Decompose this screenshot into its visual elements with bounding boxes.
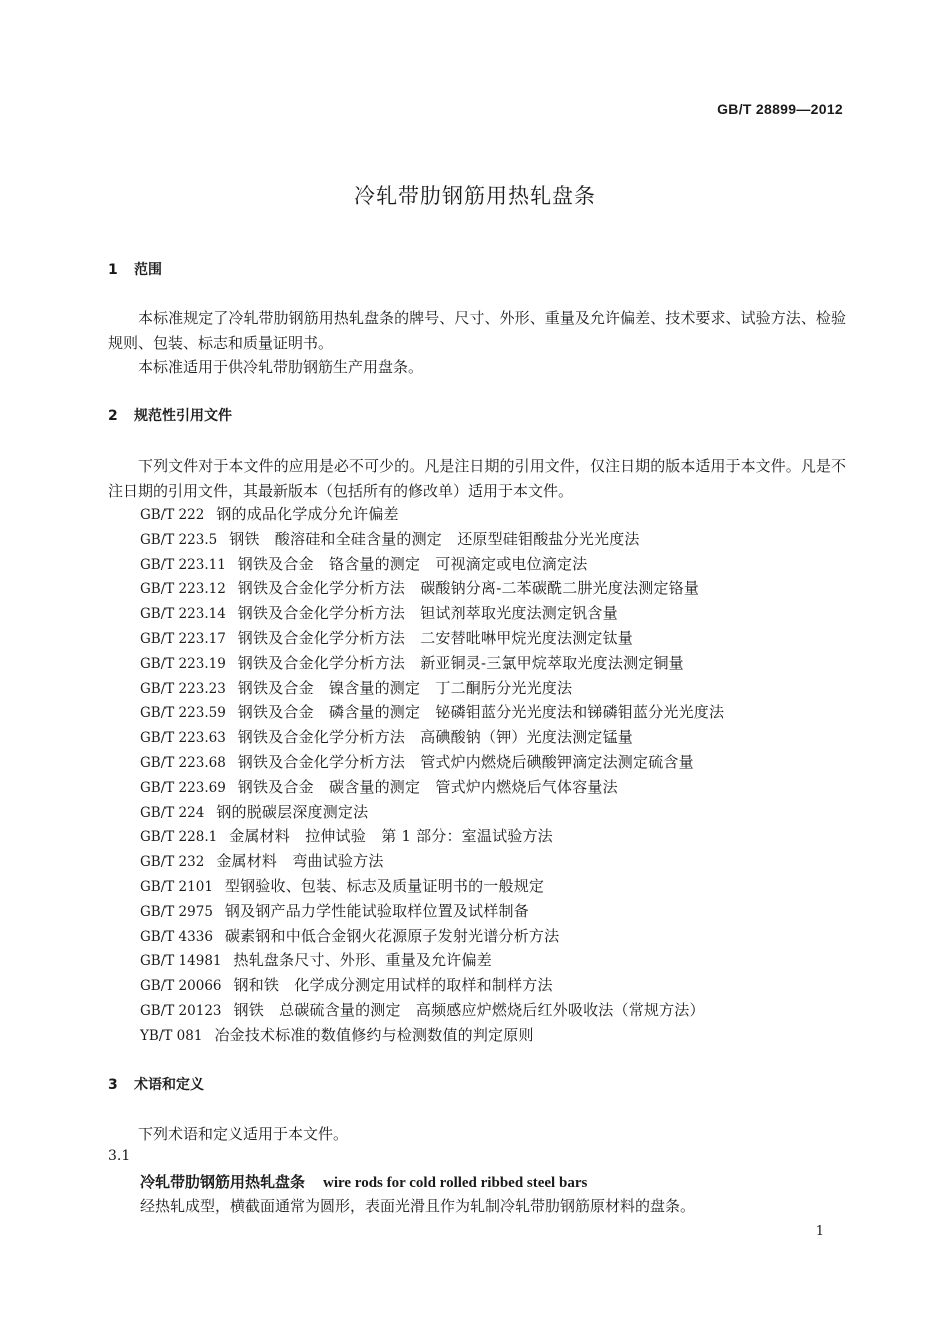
reference-item [140, 676, 724, 701]
term-english: wire rods for cold rolled ribbed steel bars [323, 1175, 588, 1191]
section-3-number: 3 [108, 1077, 118, 1093]
reference-title: 钢铁及合金 镍含量的测定 丁二酮肟分光光度法 [237, 678, 573, 697]
reference-code: GB/T 223.19 [140, 655, 226, 672]
standard-code: GB/T 28899—2012 [717, 101, 843, 117]
reference-code: GB/T 223.12 [140, 581, 226, 598]
reference-title: 钢铁及合金化学分析方法 管式炉内燃烧后碘酸钾滴定法测定硫含量 [237, 752, 694, 771]
term-definition: 经热轧成型，横截面通常为圆形，表面光滑且作为轧制冷轧带肋钢筋原材料的盘条。 [140, 1197, 696, 1215]
reference-code: GB/T 223.59 [140, 705, 226, 722]
reference-item [140, 750, 724, 775]
term-chinese: 冷轧带肋钢筋用热轧盘条 [140, 1173, 306, 1191]
reference-code: GB/T 223.63 [140, 730, 226, 747]
reference-item [140, 552, 724, 577]
term-entry [140, 1171, 587, 1192]
reference-code: GB/T 2975 [140, 903, 213, 920]
reference-item [140, 1023, 724, 1048]
section-2-number: 2 [108, 408, 118, 424]
reference-code: GB/T 223.11 [140, 556, 226, 573]
reference-title: 钢铁及合金 碳含量的测定 管式炉内燃烧后气体容量法 [237, 777, 618, 796]
section-1-paragraph-2: 本标准适用于供冷轧带肋钢筋生产用盘条。 [138, 358, 424, 376]
reference-title: 钢铁及合金化学分析方法 钽试剂萃取光度法测定钒含量 [237, 604, 618, 623]
reference-code: GB/T 223.68 [140, 754, 226, 771]
reference-item [140, 651, 724, 676]
reference-code: GB/T 20066 [140, 978, 222, 995]
reference-title: 钢铁及合金 磷含量的测定 铋磷钼蓝分光光度法和锑磷钼蓝分光光度法 [237, 703, 725, 722]
section-1-paragraph-1: 本标准规定了冷轧带肋钢筋用热轧盘条的牌号、尺寸、外形、重量及允许偏差、技术要求、试验方法、检验规则、包装、标志和质量证明书。 [108, 309, 846, 352]
reference-title: 钢铁及合金化学分析方法 高碘酸钠（钾）光度法测定锰量 [237, 728, 633, 747]
reference-item [140, 924, 724, 949]
reference-item [140, 874, 724, 899]
reference-item [140, 601, 724, 626]
reference-title: 碳素钢和中低合金钢火花源原子发射光谱分析方法 [224, 926, 560, 945]
reference-title: 钢铁及合金化学分析方法 碳酸钠分离-二苯碳酰二肼光度法测定铬量 [237, 579, 700, 598]
reference-title: 钢铁及合金化学分析方法 新亚铜灵-三氯甲烷萃取光度法测定铜量 [237, 653, 684, 672]
reference-code: GB/T 232 [140, 854, 205, 871]
section-1-number: 1 [108, 262, 118, 278]
normative-reference-list [140, 502, 724, 1048]
page-number: 1 [815, 1224, 824, 1239]
section-2-title: 规范性引用文件 [134, 408, 232, 424]
reference-title: 钢的成品化学成分允许偏差 [216, 505, 399, 523]
reference-code: GB/T 223.23 [140, 680, 226, 697]
reference-code: GB/T 20123 [140, 1002, 222, 1019]
reference-code: GB/T 223.5 [140, 531, 218, 548]
reference-item [140, 775, 724, 800]
reference-item [140, 700, 724, 725]
reference-title: 钢铁及合金 铬含量的测定 可视滴定或电位滴定法 [237, 554, 588, 573]
reference-title: 钢铁 总碳硫含量的测定 高频感应炉燃烧后红外吸收法（常规方法） [233, 1000, 705, 1019]
reference-title: 冶金技术标准的数值修约与检测数值的判定原则 [214, 1025, 534, 1044]
reference-title: 型钢验收、包装、标志及质量证明书的一般规定 [224, 876, 545, 895]
reference-code: GB/T 4336 [140, 928, 213, 945]
reference-item [140, 948, 724, 973]
reference-code: GB/T 228.1 [140, 829, 218, 846]
section-1-heading [108, 259, 162, 279]
reference-title: 钢的脱碳层深度测定法 [216, 802, 369, 821]
reference-item [140, 626, 724, 651]
reference-title: 热轧盘条尺寸、外形、重量及允许偏差 [233, 951, 492, 970]
section-3-heading [108, 1074, 204, 1094]
reference-code: GB/T 223.69 [140, 779, 226, 796]
section-1-title: 范围 [134, 262, 162, 278]
reference-title: 金属材料 拉伸试验 第 1 部分：室温试验方法 [229, 827, 553, 846]
section-3-intro: 下列术语和定义适用于本文件。 [138, 1125, 349, 1143]
reference-title: 钢及钢产品力学性能试验取样位置及试样制备 [224, 901, 529, 920]
reference-item [140, 800, 724, 825]
reference-item [140, 973, 724, 998]
reference-item [140, 824, 724, 849]
reference-item [140, 998, 724, 1023]
reference-title: 钢铁及合金化学分析方法 二安替吡啉甲烷光度法测定钛量 [237, 628, 633, 647]
reference-item [140, 576, 724, 601]
reference-title: 钢和铁 化学成分测定用试样的取样和制样方法 [233, 976, 553, 995]
reference-code: GB/T 223.14 [140, 606, 226, 623]
reference-item [140, 502, 724, 527]
reference-code: GB/T 222 [140, 507, 205, 523]
reference-title: 钢铁 酸溶硅和全硅含量的测定 还原型硅钼酸盐分光光度法 [229, 529, 640, 548]
term-number: 3.1 [108, 1148, 131, 1164]
reference-code: GB/T 2101 [140, 878, 213, 895]
section-2-heading [108, 405, 232, 425]
document-title: 冷轧带肋钢筋用热轧盘条 [354, 184, 596, 208]
reference-item [140, 899, 724, 924]
section-3-title: 术语和定义 [134, 1077, 204, 1093]
reference-item [140, 527, 724, 552]
reference-code: GB/T 223.17 [140, 630, 226, 647]
reference-code: GB/T 14981 [140, 953, 222, 970]
section-2-intro: 下列文件对于本文件的应用是必不可少的。凡是注日期的引用文件，仅注日期的版本适用于本文件。凡是不注日期的引用文件，其最新版本（包括所有的修改单）适用于本文件。 [108, 457, 846, 500]
reference-code: GB/T 224 [140, 804, 205, 821]
reference-title: 金属材料 弯曲试验方法 [216, 852, 384, 871]
reference-item [140, 725, 724, 750]
reference-code: YB/T 081 [140, 1027, 203, 1044]
reference-item [140, 849, 724, 874]
